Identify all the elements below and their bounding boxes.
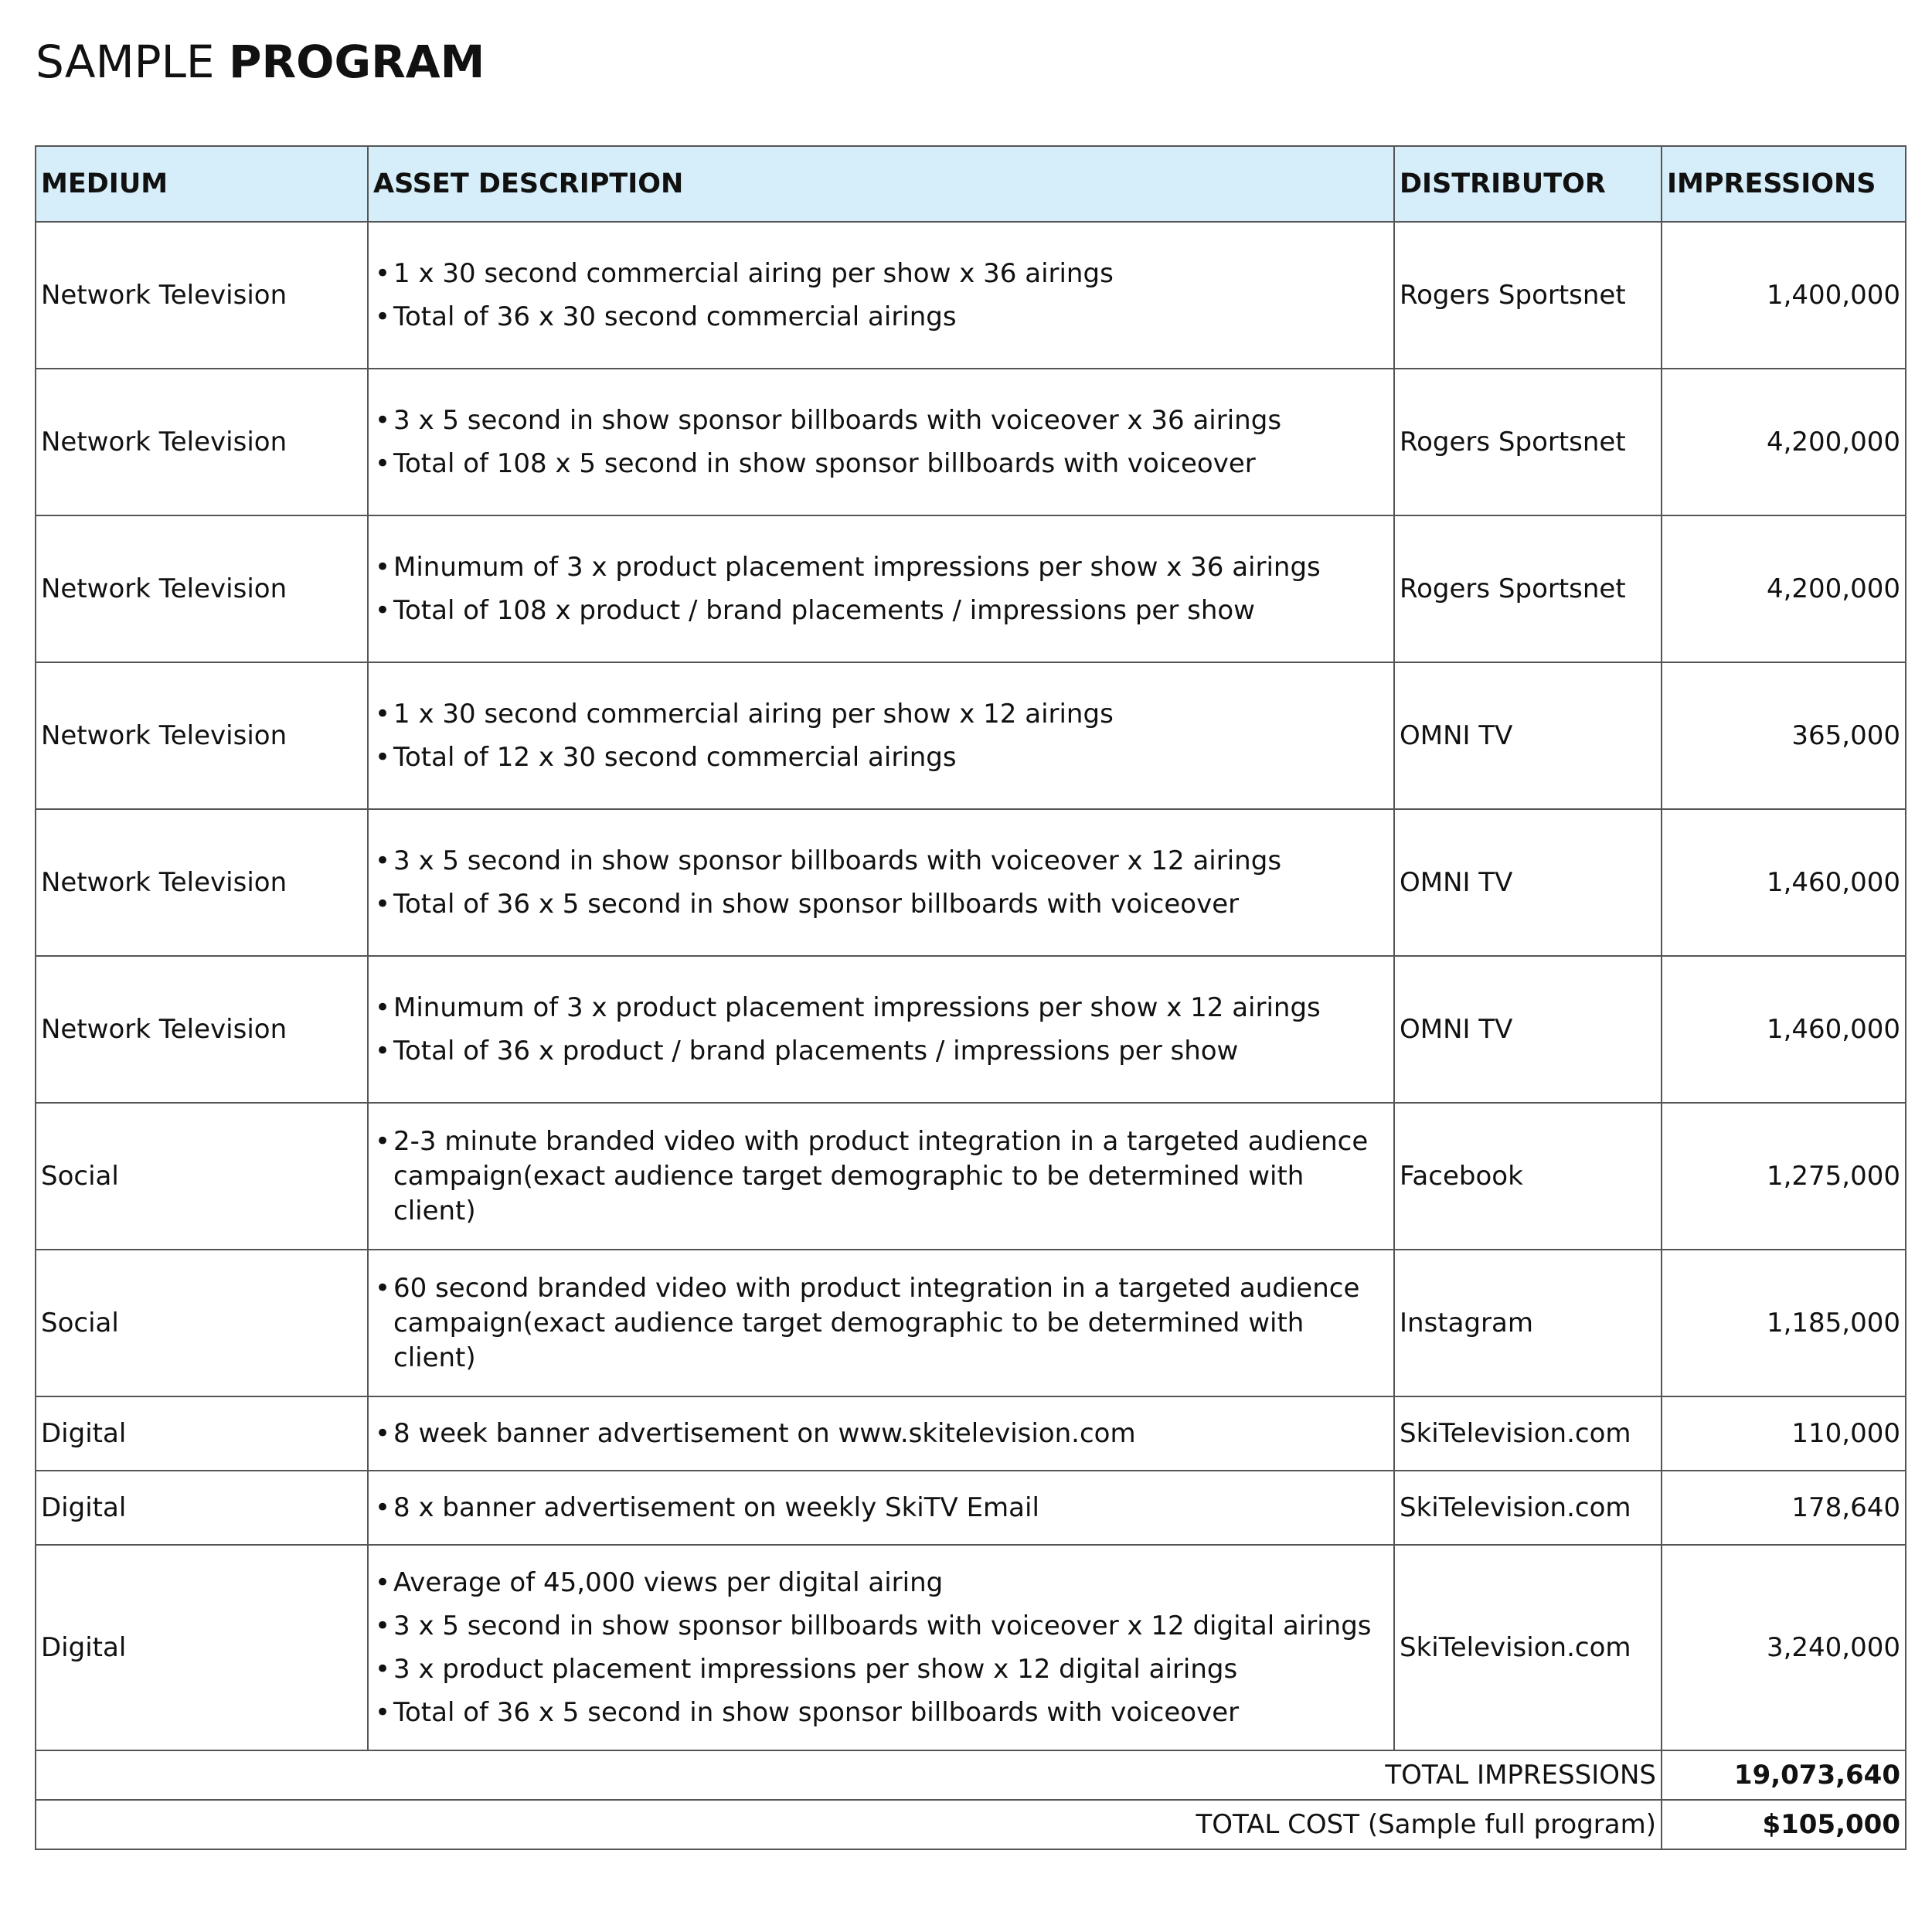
- bullet-item: • 3 x 5 second in show sponsor billboards with voiceover x 12 airings: [373, 839, 1389, 883]
- bullet-item: • Minumum of 3 x product placement impressions per show x 12 airings: [373, 986, 1389, 1029]
- cell-asset-description: [368, 1103, 1394, 1250]
- total-cost-value: $105,000: [1662, 1800, 1906, 1849]
- cell-medium: Digital: [36, 1545, 368, 1750]
- cell-medium: Social: [36, 1250, 368, 1396]
- cell-asset-description: [368, 662, 1394, 809]
- bullet-item: • 3 x 5 second in show sponsor billboards with voiceover x 36 airings: [373, 399, 1389, 442]
- cell-asset-description: [368, 1250, 1394, 1396]
- cell-distributor: Rogers Sportsnet: [1394, 515, 1662, 662]
- table-row: [36, 515, 1906, 662]
- page-title-light: SAMPLE: [36, 36, 229, 88]
- cell-asset-description: [368, 809, 1394, 956]
- total-impressions-value: 19,073,640: [1662, 1750, 1906, 1800]
- cell-medium: Network Television: [36, 515, 368, 662]
- bullet-item: • Average of 45,000 views per digital airing: [373, 1561, 1389, 1604]
- cell-impressions: 1,460,000: [1662, 809, 1906, 956]
- cell-impressions: 3,240,000: [1662, 1545, 1906, 1750]
- cell-medium: Network Television: [36, 222, 368, 369]
- table-row: [36, 1545, 1906, 1750]
- total-cost-label: TOTAL COST (Sample full program): [36, 1800, 1662, 1849]
- cell-distributor: SkiTelevision.com: [1394, 1396, 1662, 1471]
- bullet-item: • Total of 36 x product / brand placements / impressions per show: [373, 1029, 1389, 1073]
- cell-impressions: 365,000: [1662, 662, 1906, 809]
- table-row: [36, 369, 1906, 515]
- bullet-item: • 8 x banner advertisement on weekly SkiTV Email: [373, 1486, 1389, 1529]
- cell-distributor: Instagram: [1394, 1250, 1662, 1396]
- cell-asset-description: [368, 1396, 1394, 1471]
- header-medium: MEDIUM: [36, 146, 368, 222]
- cell-medium: Social: [36, 1103, 368, 1250]
- cell-asset-description: [368, 369, 1394, 515]
- cell-distributor: OMNI TV: [1394, 662, 1662, 809]
- table-row: [36, 1396, 1906, 1471]
- page-title: [36, 36, 485, 88]
- bullet-item: • 3 x product placement impressions per show x 12 digital airings: [373, 1648, 1389, 1691]
- cell-impressions: 4,200,000: [1662, 515, 1906, 662]
- cell-distributor: SkiTelevision.com: [1394, 1471, 1662, 1545]
- total-impressions-row: [36, 1750, 1906, 1800]
- bullet-item: • 8 week banner advertisement on www.skitelevision.com: [373, 1412, 1389, 1455]
- bullet-item: • Total of 36 x 30 second commercial airings: [373, 295, 1389, 338]
- bullet-item: • 60 second branded video with product integration in a targeted audience campaign(exact audience target demographic to be determined with client): [373, 1271, 1389, 1376]
- cell-impressions: 1,185,000: [1662, 1250, 1906, 1396]
- bullet-item: • Total of 36 x 5 second in show sponsor billboards with voiceover: [373, 883, 1389, 926]
- cell-impressions: 1,460,000: [1662, 956, 1906, 1103]
- cell-impressions: 4,200,000: [1662, 369, 1906, 515]
- bullet-item: • 3 x 5 second in show sponsor billboards with voiceover x 12 digital airings: [373, 1604, 1389, 1648]
- table-row: [36, 956, 1906, 1103]
- table-row: [36, 1471, 1906, 1545]
- cell-impressions: 1,275,000: [1662, 1103, 1906, 1250]
- bullet-item: • Minumum of 3 x product placement impressions per show x 36 airings: [373, 546, 1389, 589]
- cell-distributor: SkiTelevision.com: [1394, 1545, 1662, 1750]
- table-row: [36, 809, 1906, 956]
- cell-distributor: Rogers Sportsnet: [1394, 369, 1662, 515]
- bullet-item: • Total of 12 x 30 second commercial airings: [373, 736, 1389, 779]
- cell-impressions: 178,640: [1662, 1471, 1906, 1545]
- cell-medium: Digital: [36, 1471, 368, 1545]
- total-cost-row: [36, 1800, 1906, 1849]
- cell-asset-description: [368, 222, 1394, 369]
- total-impressions-label: TOTAL IMPRESSIONS: [36, 1750, 1662, 1800]
- header-asset-description: ASSET DESCRIPTION: [368, 146, 1394, 222]
- cell-medium: Network Television: [36, 956, 368, 1103]
- cell-medium: Network Television: [36, 809, 368, 956]
- table-row: [36, 222, 1906, 369]
- bullet-item: • 2-3 minute branded video with product integration in a targeted audience campaign(exact audience target demographic to be determined with client): [373, 1124, 1389, 1229]
- cell-asset-description: [368, 1471, 1394, 1545]
- cell-distributor: Rogers Sportsnet: [1394, 222, 1662, 369]
- header-distributor: DISTRIBUTOR: [1394, 146, 1662, 222]
- table-row: [36, 1103, 1906, 1250]
- cell-asset-description: [368, 956, 1394, 1103]
- table-header-row: [36, 146, 1906, 222]
- bullet-item: • Total of 36 x 5 second in show sponsor billboards with voiceover: [373, 1691, 1389, 1734]
- cell-distributor: Facebook: [1394, 1103, 1662, 1250]
- cell-asset-description: [368, 515, 1394, 662]
- cell-medium: Digital: [36, 1396, 368, 1471]
- cell-impressions: 1,400,000: [1662, 222, 1906, 369]
- cell-distributor: OMNI TV: [1394, 956, 1662, 1103]
- cell-asset-description: [368, 1545, 1394, 1750]
- bullet-item: • Total of 108 x product / brand placements / impressions per show: [373, 589, 1389, 632]
- page-title-bold: PROGRAM: [228, 36, 485, 88]
- sample-program-table: [35, 145, 1906, 1850]
- bullet-item: • 1 x 30 second commercial airing per show x 36 airings: [373, 252, 1389, 295]
- bullet-item: • Total of 108 x 5 second in show sponsor billboards with voiceover: [373, 442, 1389, 485]
- cell-medium: Network Television: [36, 662, 368, 809]
- header-impressions: IMPRESSIONS: [1662, 146, 1906, 222]
- cell-medium: Network Television: [36, 369, 368, 515]
- cell-distributor: OMNI TV: [1394, 809, 1662, 956]
- bullet-item: • 1 x 30 second commercial airing per show x 12 airings: [373, 692, 1389, 736]
- cell-impressions: 110,000: [1662, 1396, 1906, 1471]
- table-row: [36, 662, 1906, 809]
- table-row: [36, 1250, 1906, 1396]
